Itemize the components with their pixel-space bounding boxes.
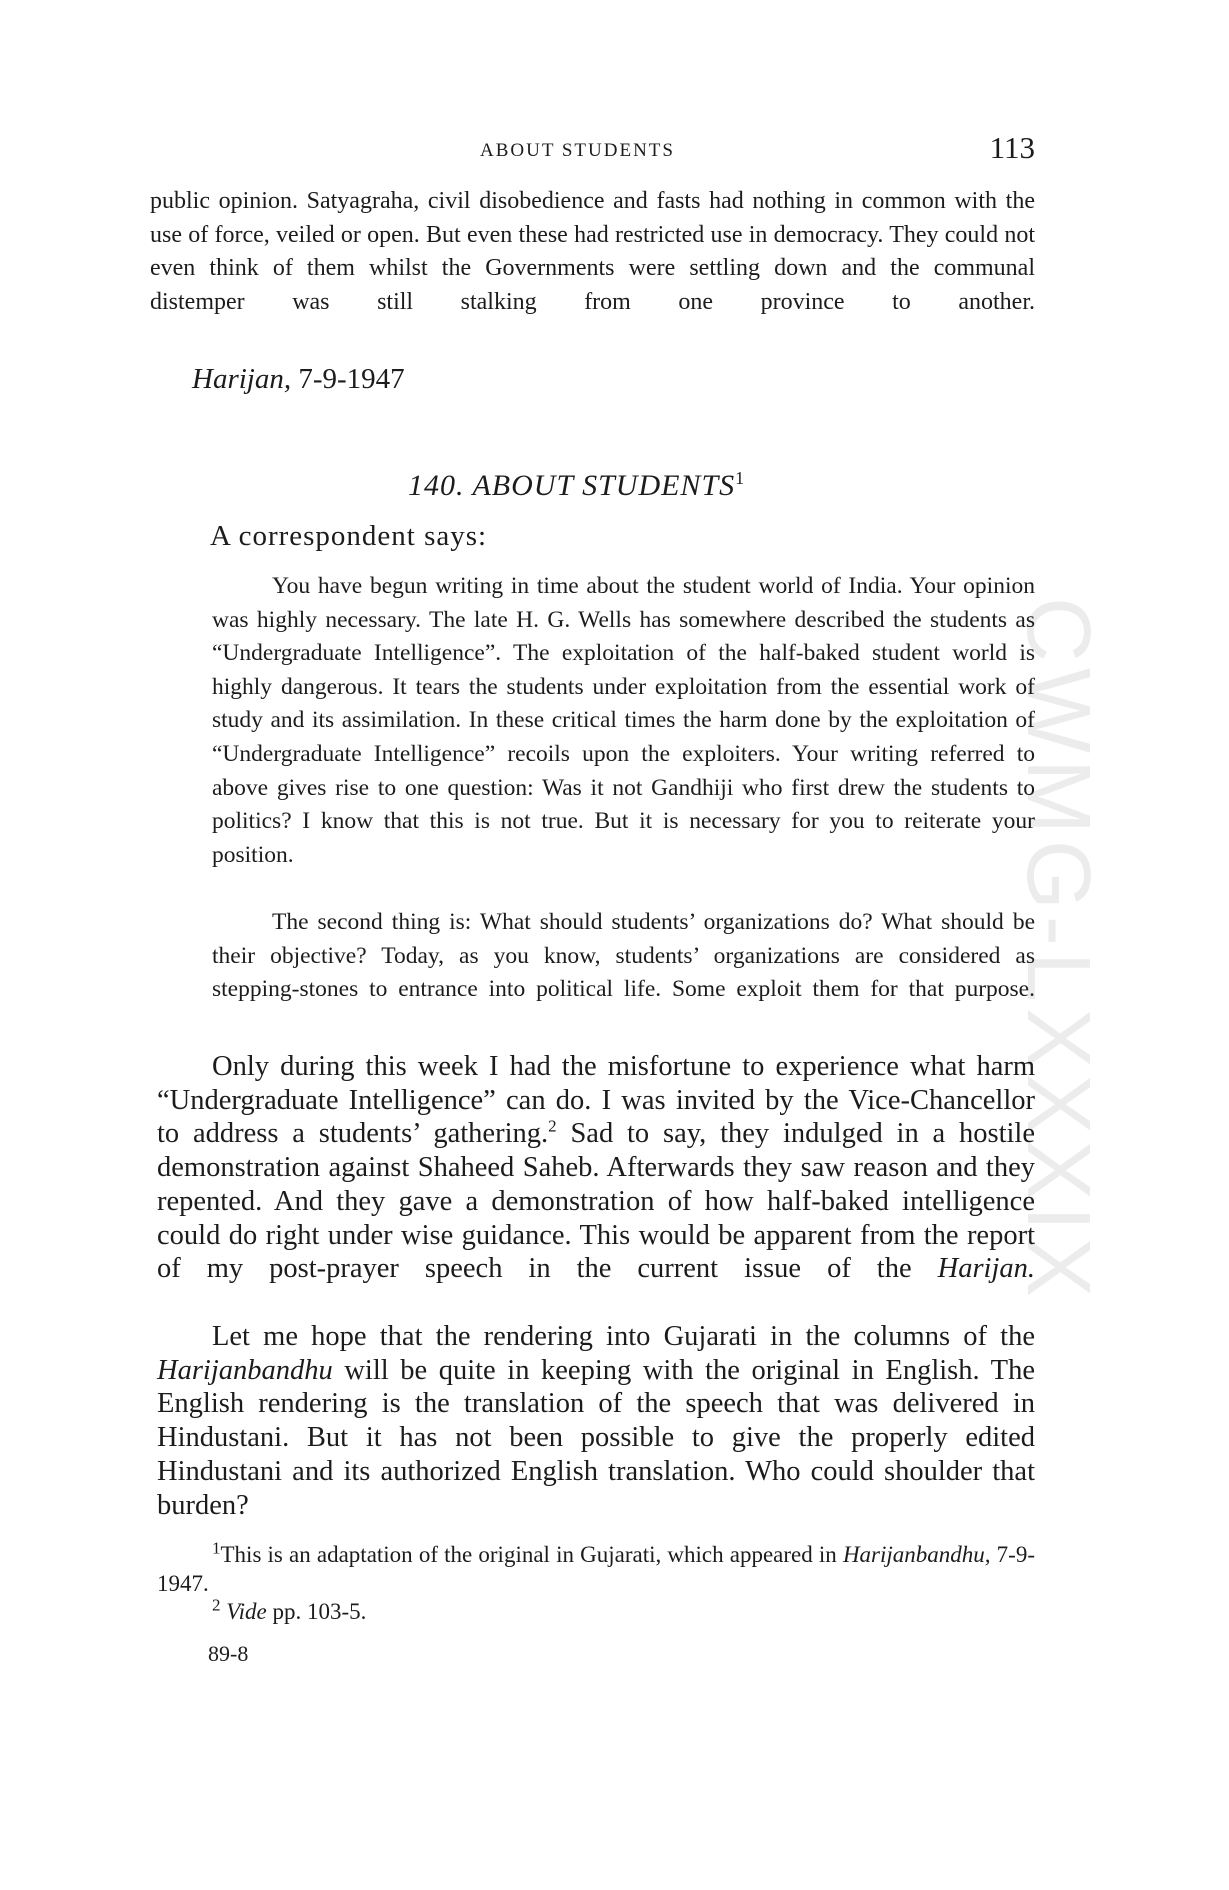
body-footnote-marker: 2 xyxy=(548,1116,557,1136)
quote-paragraph: The second thing is: What should students’ organizations do? What should be their objective? Today, as you know, students’ organizations are considered as stepping-stones to entrance into political life. Some exploit them for that purpose. xyxy=(212,909,1035,1003)
quote-paragraph: You have begun writing in time about the student world of India. Your opinion was highly necessary. The late H. G. Wells has somewhere described the students as “Undergraduate Intelligence”. The exploitation of the half-baked student world is highly dangerous. It tears the students under exploitation from the essential work of study and its assimilation. In these critical times the harm done by the exploitation of “Undergraduate Intelligence” recoils upon the exploiters. Your writing referred to above gives rise to one question: Was it not Gandhiji who first drew the students to politics? I know that this is not true. But it is necessary for you to reiterate your position. xyxy=(212,573,1035,868)
volume-signature: 89-8 xyxy=(208,1641,249,1666)
footnote-text: pp. 103-5. xyxy=(266,1599,367,1624)
source-citation xyxy=(192,363,405,396)
article-title xyxy=(408,468,745,503)
page-number: 113 xyxy=(989,130,1035,165)
source-date: 7-9-1947 xyxy=(298,363,405,395)
article-number: 140. xyxy=(408,469,465,502)
body-emphasis: Harijan. xyxy=(937,1253,1035,1285)
body-paragraph xyxy=(157,1050,1035,1320)
footnote-date: 7-9-1947. xyxy=(157,1542,1035,1596)
source-publication: Harijan, xyxy=(192,363,292,395)
body-text: Only during this week I had the misfortune to experience what harm “Undergraduate Intelligence” can do. I was invited by the Vice-Chancellor to address a students’ gathering. xyxy=(157,1051,1035,1150)
body-emphasis: Harijanbandhu xyxy=(157,1354,333,1386)
body-text: will be quite in keeping with the original in English. The English rendering is the translation of the speech that was delivered in Hindustani. But it has not been possible to give the properly edited Hindustani and its authorized English translation. Who could shoulder that burden? xyxy=(157,1354,1035,1521)
footnote-2 xyxy=(212,1595,367,1625)
footnote-marker: 1 xyxy=(212,1538,221,1558)
article-title-text: ABOUT STUDENTS xyxy=(472,469,736,502)
footnote-marker: 2 xyxy=(212,1595,221,1615)
footnote-publication: Harijanbandhu, xyxy=(842,1542,991,1567)
running-head: ABOUT STUDENTS xyxy=(480,140,675,161)
watermark: CWMG-LXXXIX xyxy=(1008,596,1108,1304)
body-text: Let me hope that the rendering into Gujarati in the columns of the xyxy=(212,1321,1035,1352)
body-text: Sad to say, they indulged in a hostile demonstration against Shaheed Saheb. Afterwards they saw reason and they repented. And they gave a demonstration of how half-baked intelligence could do right under wise guidance. This would be apparent from the report of my post-prayer speech in the current issue of the xyxy=(157,1118,1035,1285)
body-paragraph xyxy=(157,1320,1035,1556)
footnote-text: This is an adaptation of the original in Gujarati, which appeared in xyxy=(220,1542,843,1567)
title-footnote-marker: 1 xyxy=(735,468,746,488)
page-header xyxy=(150,130,1035,170)
continuation-paragraph: public opinion. Satyagraha, civil disobedience and fasts had nothing in common with the use of force, veiled or open. But even these had restricted use in democracy. They could not even think of them whilst the Governments were settling down and the communal distemper was still stalking from one province to another. xyxy=(150,188,1035,315)
article-intro: A correspondent says: xyxy=(210,520,488,552)
footnote-vide: Vide xyxy=(226,1599,267,1624)
